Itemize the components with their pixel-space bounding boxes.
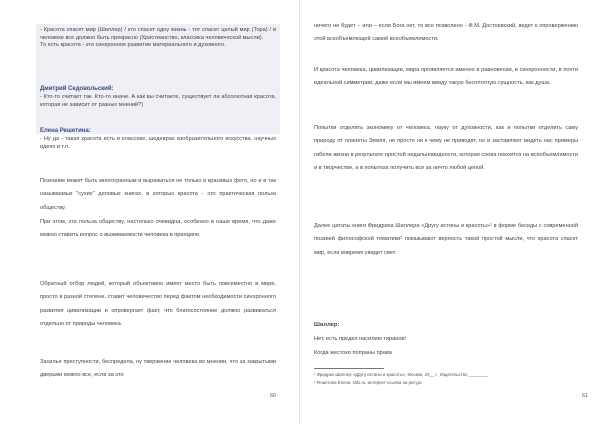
author-elena: Елена Решетина: <box>40 128 91 134</box>
verse-line-2: Когда жестоко попраны права <box>314 350 392 356</box>
schiller-label: Шиллер: <box>314 322 340 328</box>
verse-line-1: Нет, есть предел насилию тиранов! <box>314 336 406 342</box>
right-page <box>300 0 600 424</box>
right-paragraph-2: И красота человека, цивилизации, мира проявляется именно в равновесии, в синхронности, в почти идеальной симметрии, даже если мы имеем ввиду такую бесплотную сущность, как душа. <box>314 67 578 87</box>
left-paragraph-1: Познание может быть многогранным и выражаться не только в красивых фото, но и в так называемых "сухих" деловых книгах, в которых красота - это практическая польза обществу. <box>40 178 276 211</box>
quote-block-3: - Ну да - такая красота есть в классике, шедеврах изобразительного искусства, научных идеях и т.п. <box>40 136 276 150</box>
right-paragraph-4: Далее цитаты книги Фридриха Шиллера «Другу истины и красоты»¹ в форме беседы с современной поэзией философской тематики² показывают верность такой простой мысли, что красота спасет мир, если вовремя увидит свет. <box>314 223 578 256</box>
right-paragraph-3: Попытки отделить экономику от человека, науку от духовности, как и попытки отделить саму природу от планеты Земля, не просто ни к чему не приводят, но и заставляют видеть нас примеры гибели жизни в результате простой недальновидности, которая снова покоится на всеобъемлемости и в творчестве, а в попытках получить все за ничто любой ценой. <box>314 125 578 172</box>
left-paragraph-2: При этом, эта польза обществу, настолько очевидна, особенно в наше время, что даже можно ставить вопрос о выживаемости человека в принципе. <box>40 219 276 239</box>
quote-block-2: - Кто-то считает так. Кто-то иначе. А как вы считаете, существует ли абсолютная красота, которая не зависит от разных мнений?) <box>40 94 276 108</box>
footnote-1: ¹ Фридрих Шиллер «Другу истины и красоты», Москва, 20__ г., Издательство ________ <box>314 372 488 377</box>
left-paragraph-3: Обратный отбор людей, который объективно имеет место быть повсеместно в мире, просто в разной степени, ставит человечество перед фактом необходимости синхронного развития цивилизации и опровергает факт, что благосостояние должно развиваться отдельно от природы человека. <box>40 281 276 328</box>
footnote-2: ² Решетина Елена, stihi.ru, интернет-ссылка на ресурс <box>314 380 423 385</box>
author-dmitry: Дмитрий Седовольский: <box>40 86 114 92</box>
footnote-separator <box>314 368 384 369</box>
right-paragraph-1: ничего не будет – или – если Бога нет, то все позволено - Ф.М. Достоевский, ведет к опровержению этой всеобъемлющей самой всеобъемлемости. <box>314 23 578 43</box>
quote-block-1: - Красота спасет мир (Шиллер) / кто спасет одну жизнь - тот спасет целый мир (Тора) / в человеке все должно быть прекрасно (Христианство, классика человеческой мысли). То есть красота - это синхронное развитие материального и духовного. <box>40 27 276 49</box>
page-number-right: 61 <box>582 393 588 399</box>
page-number-left: 60 <box>270 393 276 399</box>
left-paragraph-4: Засилье преступности, беспредела, ну твержение человека во мнении, что за закрытыми дверьми можно все, если за это <box>40 359 276 379</box>
